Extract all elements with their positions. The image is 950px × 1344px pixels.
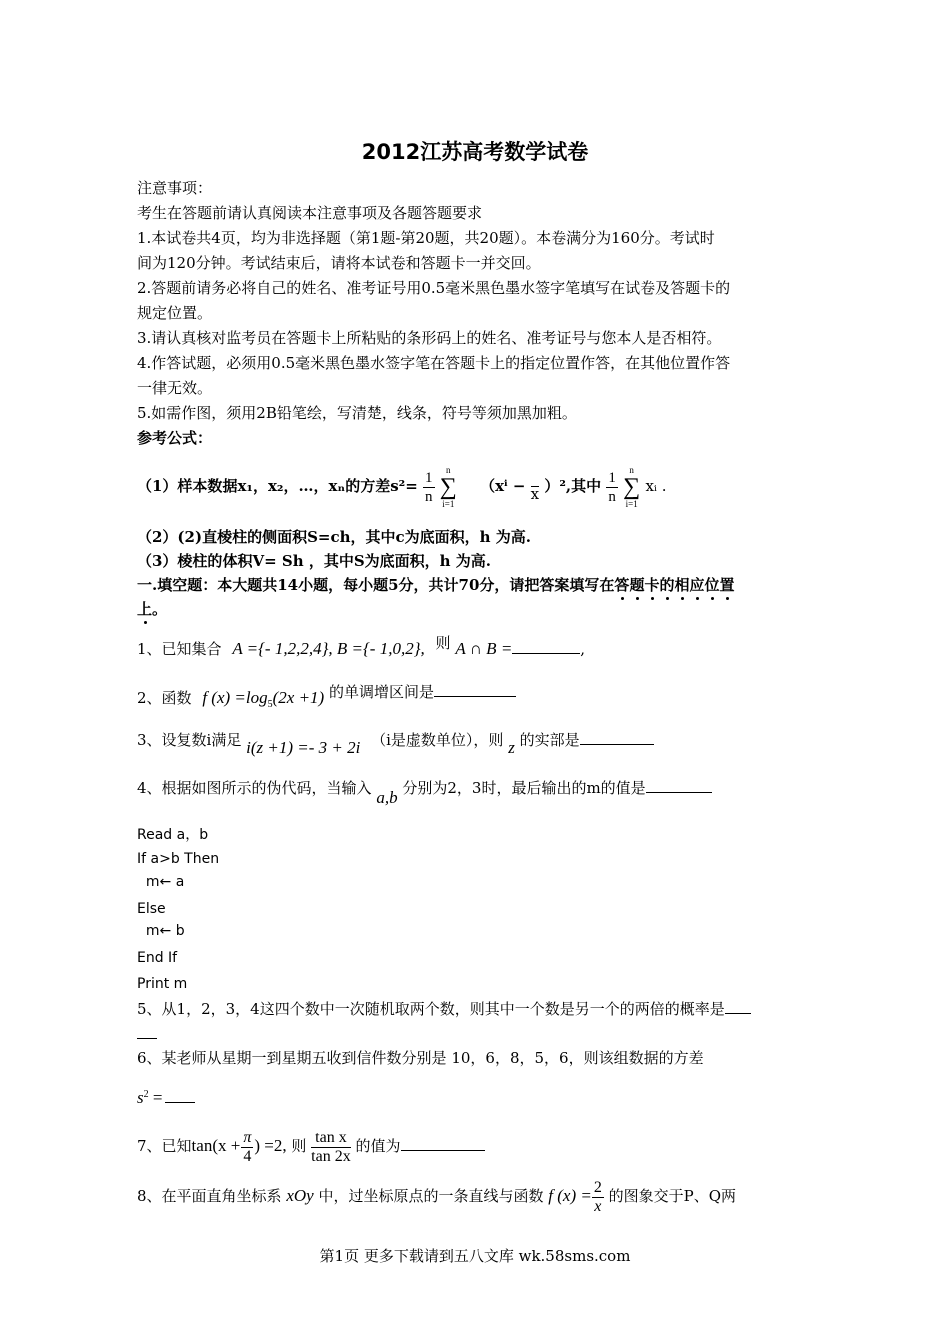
q2-label: 2、函数 — [137, 689, 192, 707]
notice-line: 1.本试卷共4页，均为非选择题（第1题-第20题，共20题）。本卷满分为160分。考试时 — [137, 229, 715, 247]
formula-variance-prefix: （1）样本数据x₁，x₂，…，xₙ的方差s²= — [137, 477, 418, 495]
notice-heading: 注意事项： — [137, 179, 213, 197]
summation-icon — [623, 465, 640, 509]
sigma-symbol: ∑ — [623, 474, 641, 500]
emphasis-text — [614, 576, 734, 594]
question-7 — [137, 1122, 485, 1170]
emph-char: 卡 — [644, 576, 660, 594]
question-4 — [137, 772, 712, 807]
formula-variance — [137, 458, 666, 514]
section-heading-text: 一.填空题：本大题共14小题，每小题5分，共计70分，请把答案填写在 — [137, 576, 615, 594]
question-6-answer — [137, 1085, 195, 1108]
q6-variable: s — [137, 1088, 144, 1107]
q5-text: 5、从1，2，3，4这四个数中一次随机取两个数，则其中一个数是另一个的两倍的概率是 — [137, 1000, 725, 1018]
notice-line: 间为120分钟。考试结束后，请将本试卷和答题卡一并交回。 — [137, 254, 541, 272]
formula-volume: （3）棱柱的体积V= Sh ，其中S为底面积，h 为高. — [137, 552, 492, 570]
emph-char: 置 — [719, 576, 735, 594]
answer-blank[interactable] — [434, 682, 516, 697]
q4-text: 4、根据如图所示的伪代码，当输入 — [137, 779, 372, 797]
fraction-numerator: 2 — [593, 1178, 602, 1196]
answer-blank[interactable] — [580, 730, 654, 745]
x-bar: x — [530, 485, 540, 503]
section-heading-cont — [137, 599, 167, 619]
notice-line: 3.请认真核对监考员在答题卡上所粘贴的条形码上的姓名、准考证号与您本人是否相符。 — [137, 329, 722, 347]
fraction-denominator: x — [594, 1197, 602, 1215]
formula-variance-mid: （xⁱ − — [480, 477, 531, 495]
question-2 — [137, 675, 516, 709]
page-footer: 第1页 更多下载请到五八文库 wk.58sms.com — [319, 1247, 631, 1265]
formula-variance-sq: ）²,其中 — [544, 477, 602, 495]
notice-line: 一律无效。 — [137, 379, 213, 397]
q7-equals: ) =2, — [254, 1136, 287, 1155]
q1-intersection: A ∩ B = — [455, 639, 513, 658]
answer-blank[interactable] — [512, 639, 580, 654]
q2-function: f (x) =log — [202, 688, 268, 707]
fraction-denominator: tan 2x — [311, 1147, 351, 1165]
fraction-numerator: 1 — [608, 469, 616, 486]
formula-lateral-area: （2）(2)直棱柱的侧面积S=ch，其中c为底面积，h 为高. — [137, 528, 531, 546]
emph-char: 位 — [704, 576, 720, 594]
code-line: Print m — [137, 976, 188, 992]
fraction-one-over-n — [606, 469, 618, 506]
formula-variance-end: xᵢ . — [645, 477, 667, 495]
q7-tan: tan(x + — [191, 1136, 241, 1155]
q1-label: 1、已知集合 — [137, 640, 222, 658]
fraction-numerator: tan x — [311, 1129, 351, 1148]
emph-char: 相 — [674, 576, 690, 594]
code-line: End If — [137, 950, 178, 966]
q3-variable: z — [508, 738, 515, 757]
q8-end: 的图象交于P、Q两 — [608, 1187, 737, 1205]
notice-intro: 考生在答题前请认真阅读本注意事项及各题答题要求 — [137, 204, 483, 222]
emph-char: 的 — [659, 576, 675, 594]
code-line: m← a — [137, 874, 185, 890]
q8-fraction — [592, 1179, 604, 1216]
question-1 — [137, 628, 585, 658]
q2-log-base: 5 — [267, 699, 273, 710]
q4-end: 分别为2，3时，最后输出的m的值是 — [402, 779, 646, 797]
sigma-symbol: ∑ — [439, 474, 457, 500]
code-line: m← b — [137, 923, 185, 939]
section-heading-end: 。 — [152, 600, 168, 618]
question-5 — [137, 999, 751, 1019]
q6-equals: = — [148, 1088, 163, 1107]
answer-blank[interactable] — [401, 1136, 485, 1151]
fraction-denominator: 4 — [243, 1147, 252, 1165]
q6-exponent: 2 — [143, 1089, 149, 1100]
question-6: 6、某老师从星期一到星期五收到信件数分别是 10，6，8，5，6，则该组数据的方差 — [137, 1049, 704, 1067]
section-heading — [137, 575, 817, 595]
emph-char: 题 — [629, 576, 645, 594]
sum-upper: n — [629, 465, 634, 475]
q7-label: 7、已知 — [137, 1137, 192, 1155]
emphasis-text — [137, 600, 152, 618]
notice-line: 规定位置。 — [137, 304, 213, 322]
code-line: Read a，b — [137, 827, 209, 843]
answer-blank[interactable] — [725, 999, 751, 1014]
q1-end: , — [580, 640, 586, 658]
answer-blank[interactable] — [137, 1024, 157, 1039]
q8-function: f (x) = — [548, 1186, 592, 1205]
notice-line: 2.答题前请务必将自己的姓名、准考证号用0.5毫米黑色墨水签字笔填写在试卷及答题卡的 — [137, 279, 731, 297]
answer-blank[interactable] — [165, 1088, 195, 1103]
code-line: Else — [137, 901, 166, 917]
sum-lower: i=1 — [625, 499, 638, 509]
q4-variables: a,b — [376, 788, 398, 807]
emph-char: 应 — [689, 576, 705, 594]
q7-tan-fraction — [311, 1129, 351, 1166]
fraction-one-over-n — [423, 469, 435, 506]
fraction-numerator: π — [243, 1128, 252, 1146]
q1-mid: 则 — [435, 634, 451, 652]
q3-equation: i(z +1) =- 3 + 2i — [246, 738, 361, 757]
page-title: 2012江苏高考数学试卷 — [361, 140, 589, 164]
question-8 — [137, 1172, 736, 1220]
q2-end: 的单调增区间是 — [329, 683, 435, 701]
q7-pi-over-4 — [241, 1129, 253, 1166]
q3-end: 的实部是 — [519, 731, 580, 749]
sum-lower: i=1 — [442, 499, 455, 509]
code-line: If a>b Then — [137, 851, 220, 867]
fraction-numerator: 1 — [425, 469, 433, 486]
formula-heading: 参考公式： — [137, 429, 213, 447]
q2-argument: (2x +1) — [272, 688, 325, 707]
sum-upper: n — [446, 465, 451, 475]
q7-mid: 则 — [291, 1137, 307, 1155]
q1-sets: A ={- 1,2,2,4}, B ={- 1,0,2}, — [232, 639, 425, 658]
q3-label: 3、设复数i满足 — [137, 731, 242, 749]
question-3 — [137, 724, 654, 756]
q8-label: 8、在平面直角坐标系 — [137, 1187, 282, 1205]
notice-line: 5.如需作图，须用2B铅笔绘，写清楚，线条，符号等须加黑加粗。 — [137, 404, 577, 422]
notice-line: 4.作答试题，必须用0.5毫米黑色墨水签字笔在答题卡上的指定位置作答，在其他位置作答 — [137, 354, 731, 372]
fraction-denominator: n — [608, 488, 616, 505]
q8-coordinate-system: xOy — [286, 1186, 314, 1205]
question-5-cont — [137, 1024, 157, 1044]
q8-mid: 中，过坐标原点的一条直线与函数 — [318, 1187, 544, 1205]
emph-char: 答 — [614, 576, 630, 594]
q7-end: 的值为 — [355, 1137, 401, 1155]
summation-icon — [440, 465, 457, 509]
fraction-denominator: n — [425, 488, 433, 505]
q3-mid: （i是虚数单位），则 — [371, 731, 504, 749]
emph-char: 上 — [137, 600, 153, 618]
answer-blank[interactable] — [646, 778, 712, 793]
